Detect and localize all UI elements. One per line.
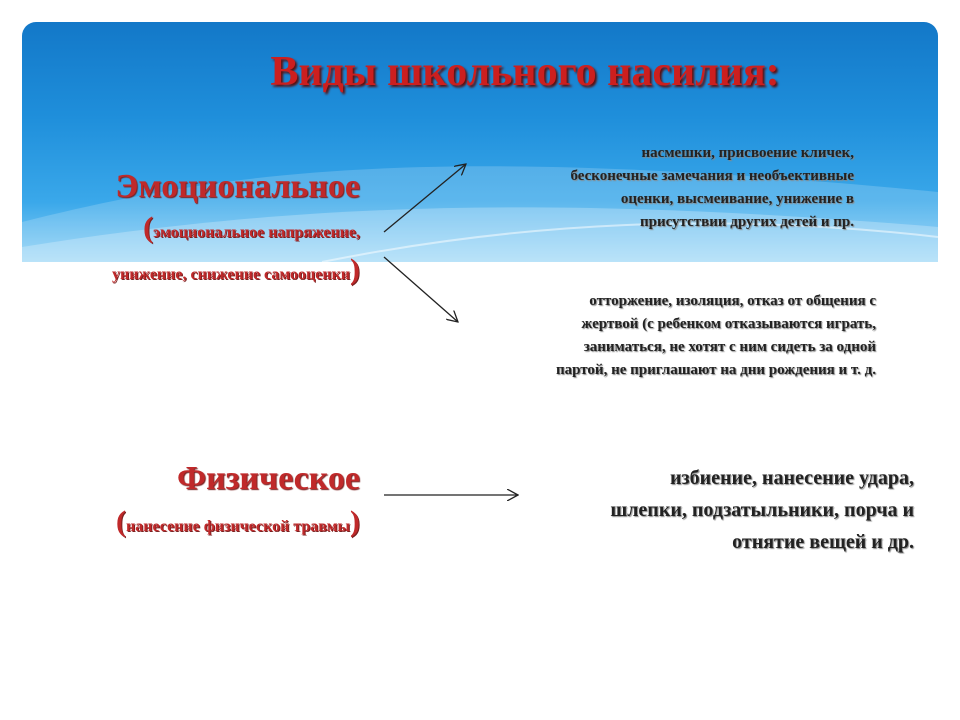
emotional-desc-bottom: отторжение, изоляция, отказ от общения с жертвой (с ребенком отказываются играть, заниматься, не хотят с ним сидеть за одной партой, не приглашают на дни рождения и т. д. [555, 293, 876, 378]
physical-desc: избиение, нанесение удара, шлепки, подзатыльники, порча и отнятие вещей и др. [610, 467, 914, 553]
arrow-emotional-bottom [384, 257, 458, 322]
physical-sub: (нанесение физической травмы) [116, 505, 360, 538]
slide-title: Виды школьного насилия: [270, 49, 780, 95]
arrow-emotional-top [384, 164, 466, 232]
emotional-sub-line2: унижение, снижение самооценки) [112, 253, 360, 286]
emotional-sub-line1: (эмоциональное напряжение, [143, 211, 360, 244]
emotional-desc-top: насмешки, присвоение кличек, бесконечные замечания и необъективные оценки, высмеивание, унижение в присутствии других детей и пр. [570, 145, 854, 230]
emotional-heading: Эмоциональное [115, 168, 360, 205]
physical-heading: Физическое [176, 460, 360, 497]
